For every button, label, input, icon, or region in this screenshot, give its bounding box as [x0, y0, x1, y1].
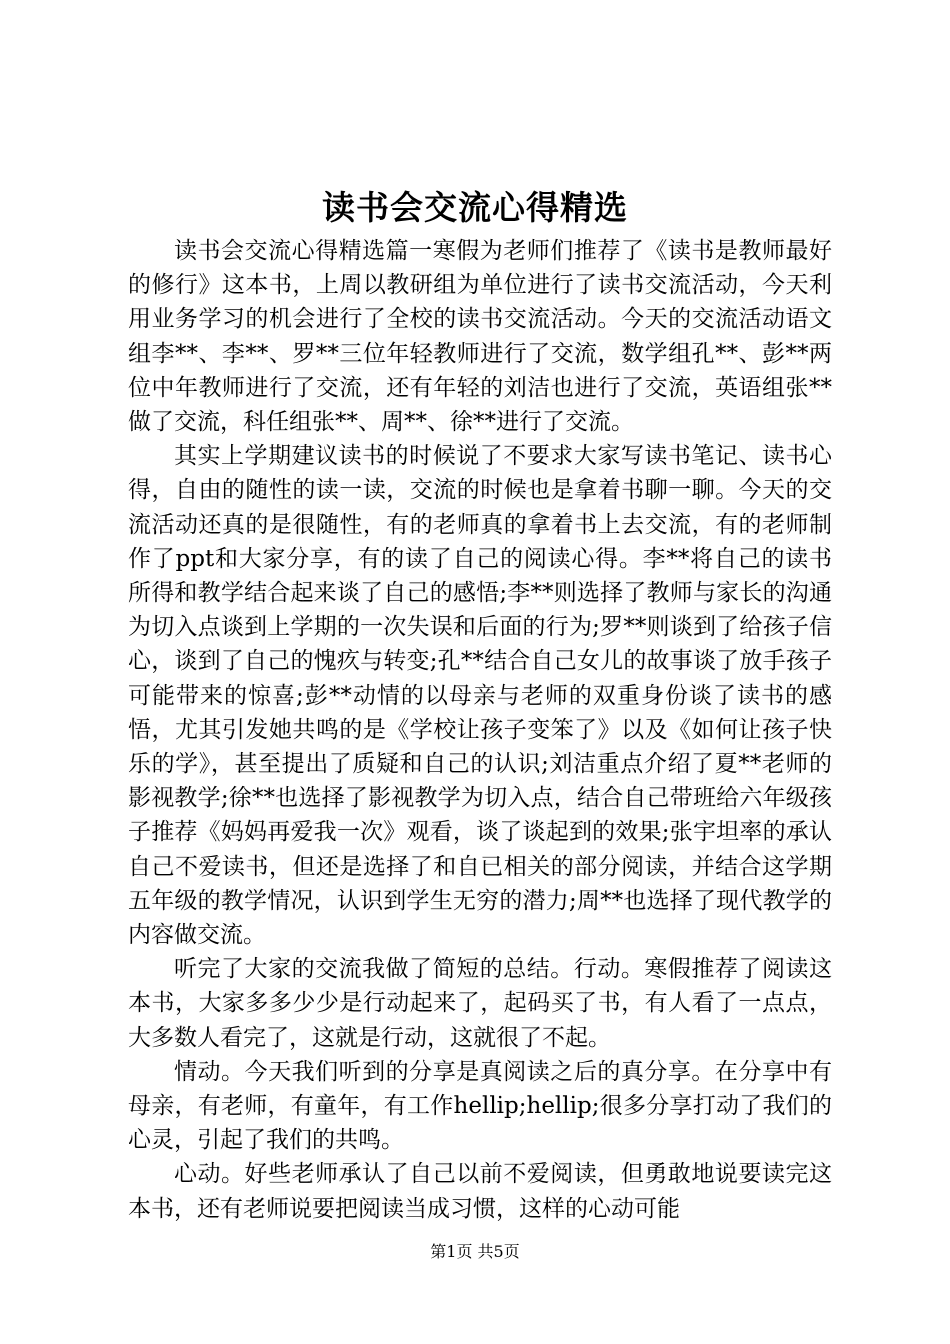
page-footer: 第1页 共5页 [430, 1242, 520, 1261]
paragraph-1: 读书会交流心得精选篇一寒假为老师们推荐了《读书是教师最好的修行》这本书，上周以教研组为单位进行了读书交流活动，今天利用业务学习的机会进行了全校的读书交流活动。今天的交流活动语文组李**、李**、罗**三位年轻教师进行了交流，数学组孔**、彭**两位中年教师进行了交流，还有年轻的刘洁也进行了交流，英语组张**做了交流，科任组张**、周**、徐**进行了交流。 [128, 238, 832, 436]
paragraph-5: 心动。好些老师承认了自己以前不爱阅读，但勇敢地说要读完这本书，还有老师说要把阅读当成习惯，这样的心动可能 [128, 1161, 832, 1222]
paragraph-3: 听完了大家的交流我做了简短的总结。行动。寒假推荐了阅读这本书，大家多多少少是行动起来了，起码买了书，有人看了一点点，大多数人看完了，这就是行动，这就很了不起。 [128, 956, 832, 1051]
paragraph-4: 情动。今天我们听到的分享是真阅读之后的真分享。在分享中有母亲，有老师，有童年，有工作hellip;hellip;很多分享打动了我们的心灵，引起了我们的共鸣。 [128, 1058, 832, 1154]
paragraph-2: 其实上学期建议读书的时候说了不要求大家写读书笔记、读书心得，自由的随性的读一读，交流的时候也是拿着书聊一聊。今天的交流活动还真的是很随性，有的老师真的拿着书上去交流，有的老师制作了ppt和大家分享，有的读了自己的阅读心得。李**将自己的读书所得和教学结合起来谈了自己的感悟;李**则选择了教师与家长的沟通为切入点谈到上学期的一次失误和后面的行为;罗**则谈到了给孩子信心，谈到了自己的愧疚与转变;孔**结合自己女儿的故事谈了放手孩子可能带来的惊喜;彭**动情的以母亲与老师的双重身份谈了读书的感悟，尤其引发她共鸣的是《学校让孩子变笨了》以及《如何让孩子快乐的学》，甚至提出了质疑和自己的认识;刘洁重点介绍了夏**老师的影视教学;徐**也选择了影视教学为切入点，结合自己带班给六年级孩子推荐《妈妈再爱我一次》观看，谈了谈起到的效果;张宇坦率的承认自己不爱读书，但还是选择了和自已相关的部分阅读，并结合这学期五年级的教学情况，认识到学生无穷的潜力;周**也选择了现代教学的内容做交流。 [128, 443, 832, 949]
document-body [128, 234, 832, 1226]
page-title: 读书会交流心得精选 [322, 188, 628, 227]
